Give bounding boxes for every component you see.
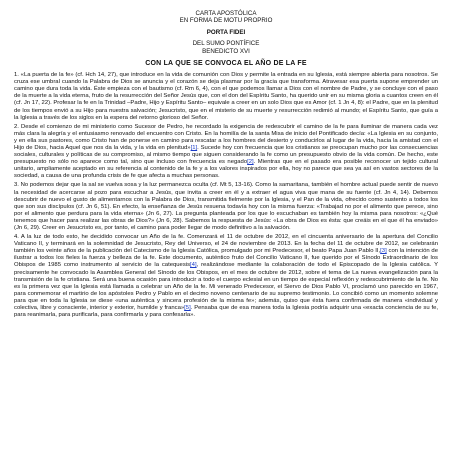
author-name: BENEDICTO XVI [202,47,250,55]
footnote-link-4[interactable]: [4] [190,262,197,269]
document-type: CARTA APOSTÓLICA [195,10,257,17]
paragraph-4-text-c: , realizándose mediante la colaboración de todo el Episcopado de la Iglesia católica. Y precisamente he convocado la Asamblea General del Sínodo de los Obispos, en el mes de octubre de 2012, sobre el tema de La nueva evangelización para la transmisión de la fe cristiana. Será una buena ocasión para introducir a todo el cuerpo eclesial en un tiempo de especial reflexión y redescubrimiento de la fe. No es la primera vez que la Iglesia está llamada a celebrar un Año de la fe. Mi venerado Predecesor, el Siervo de Dios Pablo VI, proclamó uno parecido en 1967, para conmemorar el martirio de los apóstoles Pedro y Pablo en el decimo noveno centenario de su supremo testimonio. Lo concibió como un momento solemne para que en toda la Iglesia se diese «una auténtica y sincera profesión de la misma fe»; además, quiso que ésta fuera confirmada de manera «individual y colectiva, libre y consciente, interior y exterior, humilde y franca» [14,262,438,312]
paragraph-3 [14,182,438,232]
document-body [14,72,438,319]
main-heading: CON LA QUE SE CONVOCA EL AÑO DE LA FE [145,60,307,68]
paragraph-2-text-b: . Sucede hoy con frecuencia que los cristianos se preocupan mucho por las consecuencias sociales, culturales y políticas de su compromiso, al mismo tiempo que siguen considerando la fe como un presupuesto obvio de la vida común. De hecho, este presupuesto no sólo no aparece como tal, sino que incluso con frecuencia es negado [14,144,438,166]
paragraph-1-text: 1. «La puerta de la fe» (cf. Hch 14, 27), que introduce en la vida de comunión con Dios y permite la entrada en su Iglesia, está siempre abierta para nosotros. Se cruza ese umbral cuando la Palabra de Dios se anuncia y el corazón se deja plasmar por la gracia que transforma. Atravesar esa puerta supone emprender un camino que dura toda la vida. Éste empieza con el bautismo (cf. Rm 6, 4), con el que podemos llamar a Dios con el nombre de Padre, y se concluye con el paso de la muerte a la vida eterna, fruto de la resurrección del Señor Jesús que, con el don del Espíritu Santo, ha querido unir en su misma gloria a cuantos creen en él (cf. Jn 17, 22). Profesar la fe en la Trinidad –Padre, Hijo y Espíritu Santo– equivale a creer en un solo Dios que es Amor (cf. 1 Jn 4, 8): el Padre, que en la plenitud de los tiempos envió a su Hijo para nuestra salvación; Jesucristo, que en el misterio de su muerte y resurrección redimió al mundo; el Espíritu Santo, que guía a la Iglesia a través de los siglos en la espera del retorno glorioso del Señor. [14,72,438,121]
paragraph-4 [14,234,438,319]
footnote-link-5[interactable]: [5] [184,305,191,312]
footnote-link-2[interactable]: [2] [247,159,254,166]
paragraph-1 [14,72,438,122]
paragraph-4-text-b: con la intención de ilustrar a todos los fieles la fuerza y belleza de la fe. Este documento, auténtico fruto del Concilio Vaticano II, fue querido por el Sínodo Extraordinario de los Obispos de 1985 como instrumento al servicio de la catequesis [14,248,438,269]
document-form: EN FORMA DE MOTU PROPRIO [179,17,273,25]
paragraph-2-text-a: 2. Desde el comienzo de mi ministerio como Sucesor de Pedro, he recordado la exigencia de redescubrir el camino de la fe para iluminar de manera cada vez más clara la alegría y el entusiasmo renovado del encuentro con Cristo. En la homilía de la santa Misa de inicio del Pontificado decía: «La Iglesia en su conjunto, y en ella sus pastores, como Cristo han de ponerse en camino para rescatar a los hombres del desierto y conducirlos al lugar de la vida, hacia la amistad con el Hijo de Dios, hacia Aquel que nos da la vida, y la vida en plenitud» [14,123,438,151]
paragraph-3-text: 3. No podemos dejar que la sal se vuelva sosa y la luz permanezca oculta (cf. Mt 5, 13-16). Como la samaritana, también el hombre actual puede sentir de nuevo la necesidad de acercarse al pozo para escuchar a Jesús, que invita a creer en él y a extraer el agua viva que mana de su fuente (cf. Jn 4, 14). Debemos descubrir de nuevo el gusto de alimentarnos con la Palabra de Dios, transmitida fielmente por la Iglesia, y el Pan de la vida, ofrecido como sustento a todos los que son sus discípulos (cf. Jn 6, 51). En efecto, la enseñanza de Jesús resuena todavía hoy con la misma fuerza: «Trabajad no por el alimento que perece, sino por el alimento que perdura para la vida eterna» (Jn 6, 27). La pregunta planteada por los que lo escuchaban es también hoy la misma para nosotros: «¿Qué tenemos que hacer para realizar las obras de Dios?» (Jn 6, 28). Sabemos la respuesta de Jesús: «La obra de Dios es ésta: que creáis en el que él ha enviado» (Jn 6, 29). Creer en Jesucristo es, por tanto, el camino para poder llegar de modo definitivo a la salvación. [14,182,438,231]
paragraph-2-text-c: . Mientras que en el pasado era posible reconocer un tejido cultural unitario, ampliamente aceptado en su referencia al contenido de la fe y a los valores inspirados por ella, hoy no parece que sea ya así en vastos sectores de la sociedad, a causa de una profunda crisis de fe que afecta a muchas personas. [14,159,438,180]
document-header [14,10,438,55]
footnote-link-1[interactable]: [1] [190,144,198,151]
author-title: DEL SUMO PONTÍFICE [192,40,260,48]
paragraph-4-text-d: . Pensaba que de esa manera toda la Iglesia podría adquirir una «exacta conciencia de su fe, para reanimarla, para purificarla, para confirmarla y para confesarla». [14,305,438,319]
paragraph-2 [14,124,438,181]
paragraph-4-text-a: 4. A la luz de todo esto, he decidido convocar un Año de la fe. Comenzará el 11 de octubre de 2012, en el cincuenta aniversario de la apertura del Concilio Vaticano II, y terminará en la solemnidad de Jesucristo, Rey del Universo, el 24 de noviembre de 2013. En la fecha del 11 de octubre de 2012, se celebrarán también los veinte años de la publicación del Catecismo de la Iglesia Católica, promulgado por mi Predecesor, el beato Papa Juan Pablo II, [14,234,438,255]
document-title: PORTA FIDEI [206,28,246,36]
footnote-link-3[interactable]: [3] [380,248,387,255]
